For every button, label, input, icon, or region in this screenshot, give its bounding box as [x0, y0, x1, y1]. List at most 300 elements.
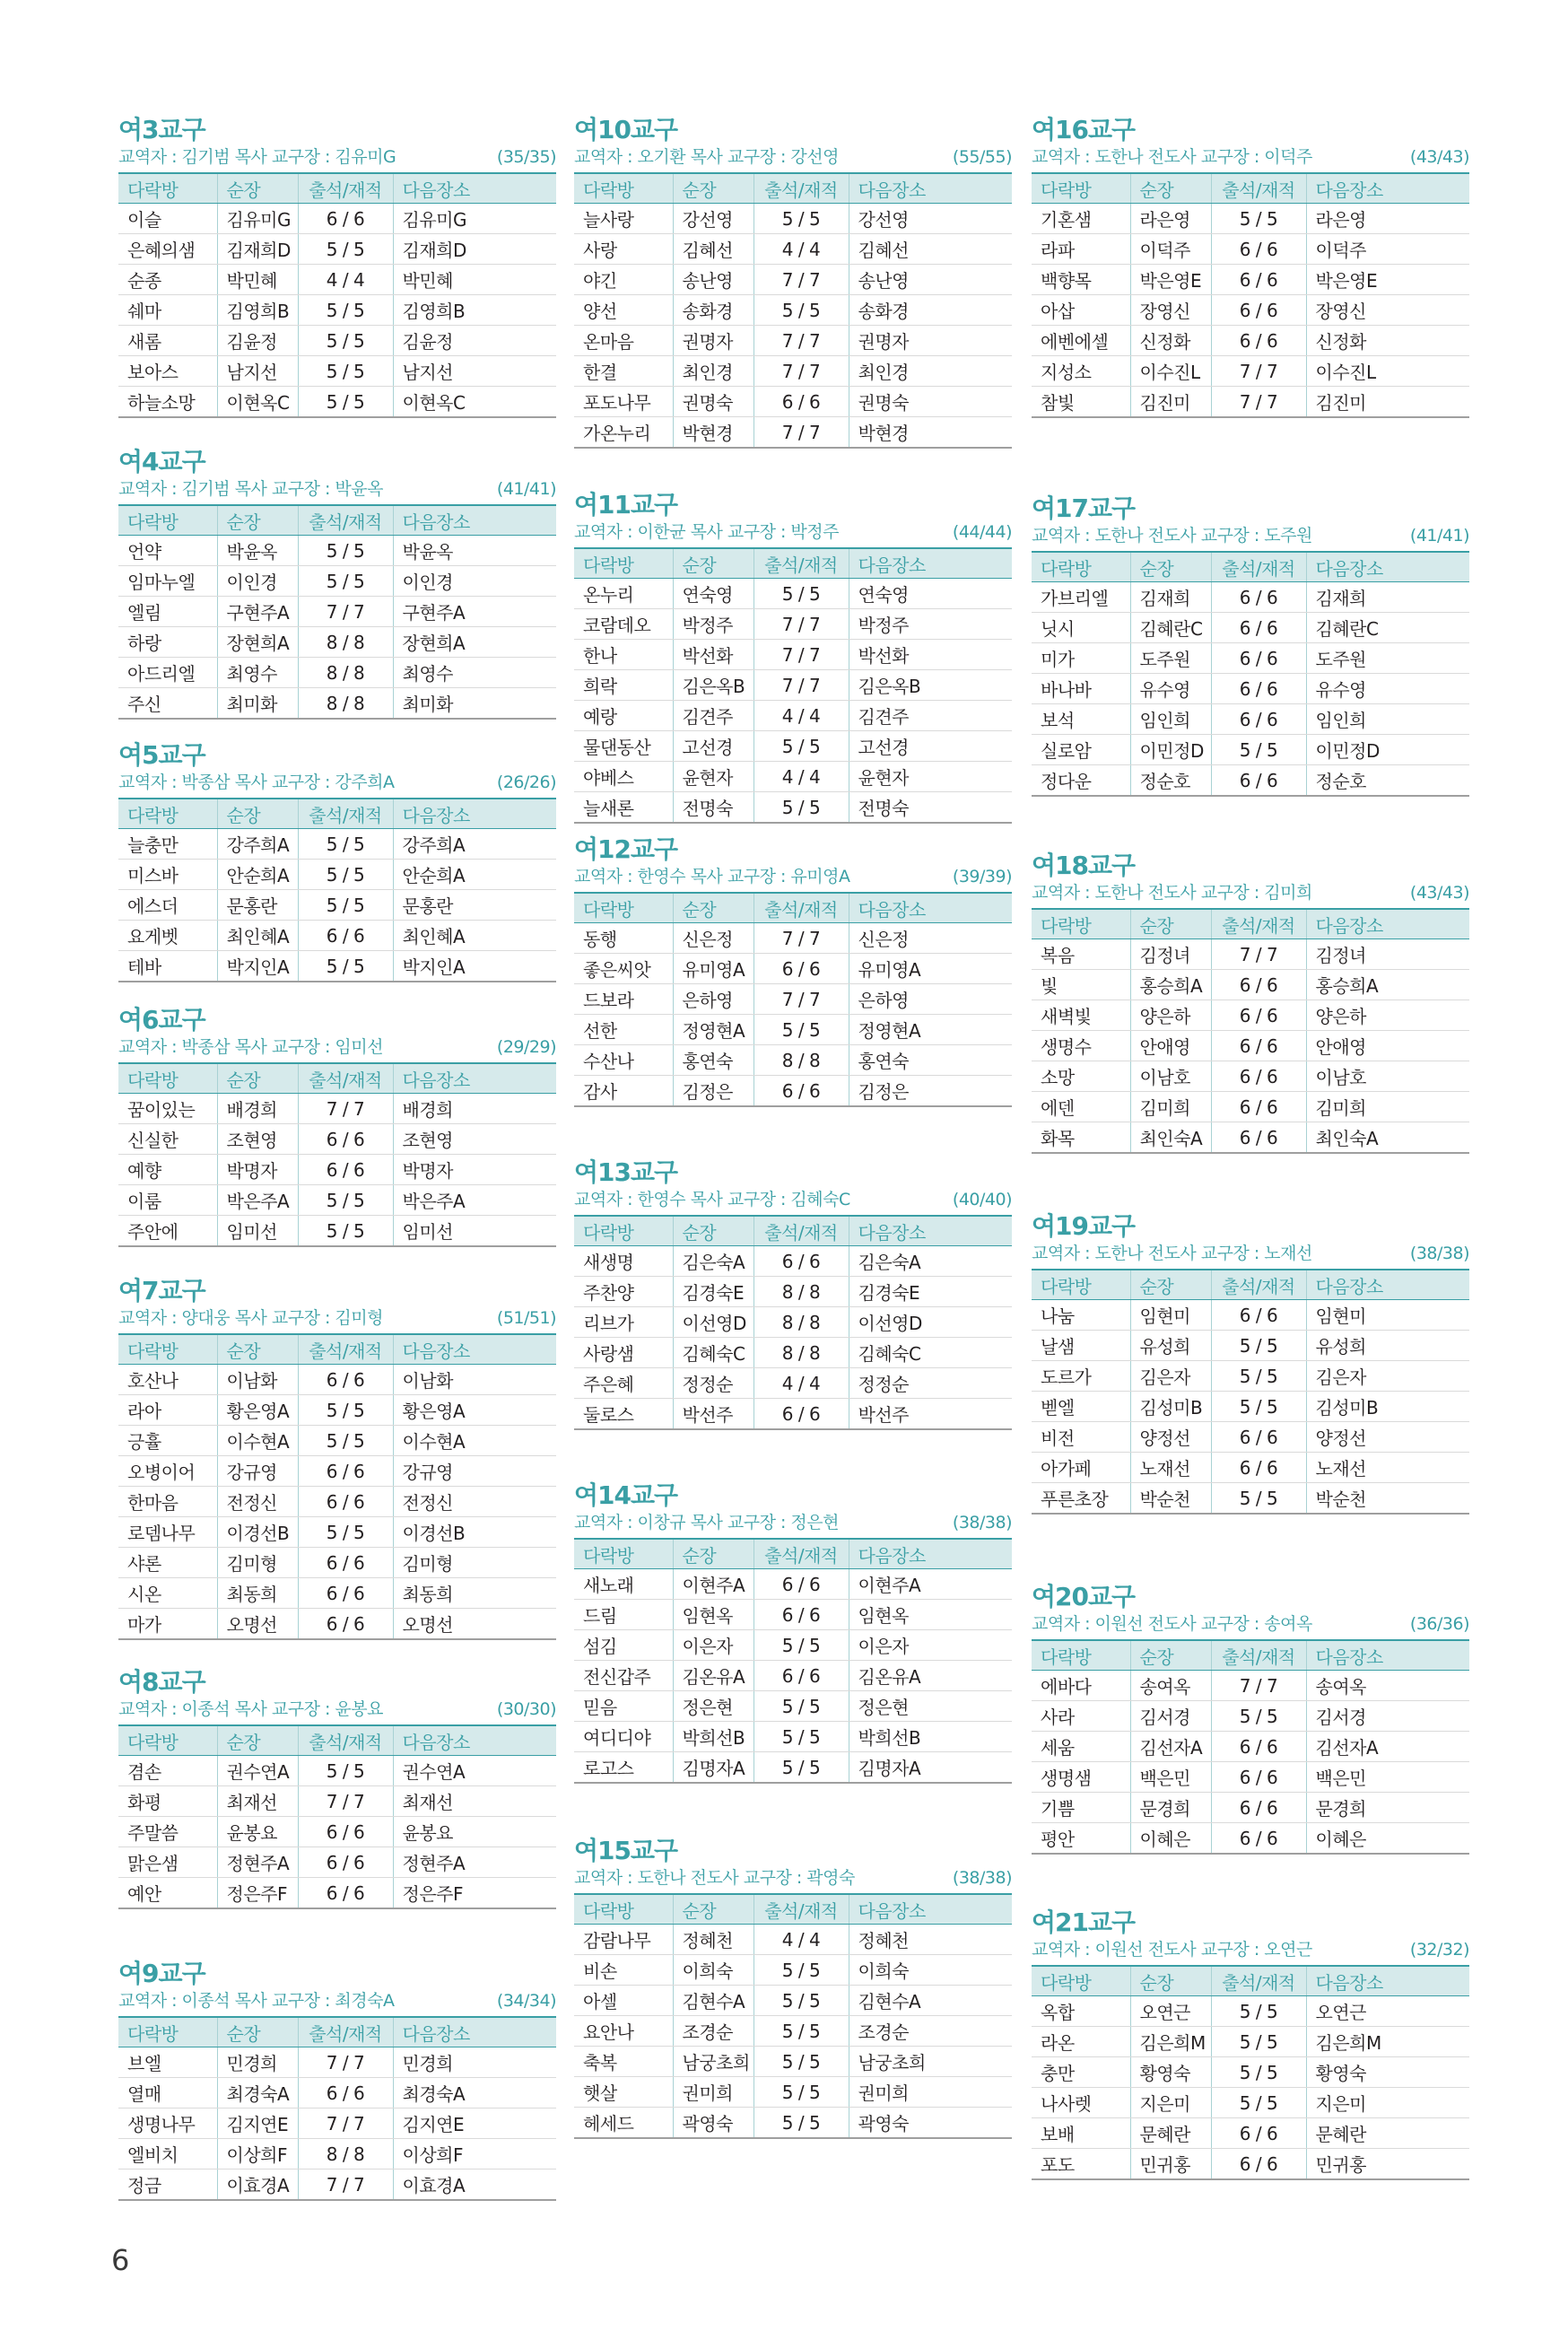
district-ratio: (44/44): [952, 522, 1012, 542]
table-row: [574, 1955, 1012, 1986]
cell-leader: 지은미: [1130, 2088, 1211, 2118]
cell-attendance: 5 / 5: [754, 1955, 849, 1986]
district-table: [1032, 908, 1469, 1154]
header-attendance: 출석/재적: [298, 1725, 393, 1756]
cell-attendance: 5 / 5: [754, 1630, 849, 1661]
cell-leader: 최미화: [217, 688, 298, 720]
cell-room: 보배: [1032, 2118, 1130, 2149]
cell-leader: 이희숙: [673, 1955, 754, 1986]
cell-leader: 이선영D: [673, 1307, 754, 1338]
cell-room: 기쁨: [1032, 1793, 1130, 1823]
cell-room: 햇살: [574, 2077, 673, 2108]
cell-room: 새롬: [118, 326, 217, 356]
header-leader: 순장: [673, 548, 754, 579]
cell-room: 소망: [1032, 1061, 1130, 1092]
table-row: [118, 1786, 556, 1817]
cell-room: 에벤에셀: [1032, 326, 1130, 356]
cell-room: 미가: [1032, 643, 1130, 674]
header-next-place: 다음장소: [849, 893, 1012, 923]
cell-next-place: 이덕주: [1306, 234, 1469, 265]
cell-next-place: 고선경: [849, 731, 1012, 762]
cell-room: 임마누엘: [118, 566, 217, 597]
cell-leader: 황은영A: [217, 1395, 298, 1426]
cell-attendance: 6 / 6: [298, 1548, 393, 1578]
cell-room: 로뎀나무: [118, 1517, 217, 1548]
header-leader: 순장: [217, 173, 298, 204]
cell-next-place: 황은영A: [393, 1395, 556, 1426]
cell-attendance: 8 / 8: [298, 627, 393, 658]
cell-attendance: 6 / 6: [1211, 1453, 1306, 1483]
cell-room: 세움: [1032, 1732, 1130, 1762]
cell-leader: 이상희F: [217, 2139, 298, 2169]
cell-room: 주찬양: [574, 1277, 673, 1307]
cell-room: 오병이어: [118, 1456, 217, 1487]
cell-room: 열매: [118, 2078, 217, 2108]
cell-room: 아드리엘: [118, 658, 217, 688]
cell-room: 수산나: [574, 1045, 673, 1076]
cell-next-place: 정은현: [849, 1691, 1012, 1722]
district-staff: 교역자 : 도한나 전도사 교구장 : 이덕주: [1032, 147, 1312, 167]
cell-leader: 최경숙A: [217, 2078, 298, 2108]
table-row: [118, 597, 556, 627]
cell-leader: 김은자: [1130, 1361, 1211, 1392]
cell-room: 섬김: [574, 1630, 673, 1661]
header-room: 다락방: [118, 505, 217, 536]
cell-next-place: 최영수: [393, 658, 556, 688]
table-row: [574, 762, 1012, 792]
cell-room: 사랑: [574, 234, 673, 265]
table-row: [118, 2169, 556, 2201]
table-row: [574, 1338, 1012, 1368]
table-header-row: [118, 505, 556, 536]
header-leader: 순장: [1130, 1966, 1211, 1996]
cell-leader: 이효경A: [217, 2169, 298, 2201]
table-header-row: [118, 2017, 556, 2047]
header-leader: 순장: [673, 1216, 754, 1246]
district-title: 여20교구: [1032, 1582, 1136, 1611]
cell-room: 에바다: [1032, 1671, 1130, 1701]
header-leader: 순장: [673, 1539, 754, 1569]
header-next-place: 다음장소: [849, 1539, 1012, 1569]
cell-next-place: 이현옥C: [393, 387, 556, 418]
district-staff: 교역자 : 도한나 전도사 교구장 : 김미희: [1032, 883, 1312, 903]
district-block: [118, 115, 556, 418]
cell-attendance: 5 / 5: [754, 579, 849, 609]
cell-leader: 권미희: [673, 2077, 754, 2108]
cell-next-place: 문경희: [1306, 1793, 1469, 1823]
cell-room: 라파: [1032, 234, 1130, 265]
table-row: [1032, 765, 1469, 797]
district-staff: 교역자 : 도한나 전도사 교구장 : 노재선: [1032, 1244, 1312, 1263]
cell-attendance: 7 / 7: [754, 923, 849, 954]
cell-attendance: 4 / 4: [754, 1368, 849, 1399]
table-row: [118, 1155, 556, 1185]
cell-leader: 신은정: [673, 923, 754, 954]
cell-attendance: 6 / 6: [1211, 234, 1306, 265]
table-row: [118, 1124, 556, 1155]
cell-attendance: 6 / 6: [1211, 2149, 1306, 2180]
table-header-row: [118, 173, 556, 204]
cell-leader: 노재선: [1130, 1453, 1211, 1483]
table-row: [574, 792, 1012, 824]
cell-room: 보아스: [118, 356, 217, 387]
cell-room: 아삽: [1032, 295, 1130, 326]
cell-attendance: 6 / 6: [298, 2078, 393, 2108]
table-row: [118, 204, 556, 234]
table-header-row: [118, 1063, 556, 1094]
cell-room: 주안에: [118, 1216, 217, 1247]
cell-leader: 권명숙: [673, 387, 754, 417]
cell-room: 겸손: [118, 1756, 217, 1786]
table-row: [1032, 704, 1469, 735]
table-row: [574, 1752, 1012, 1784]
cell-next-place: 김정녀: [1306, 939, 1469, 970]
header-attendance: 출석/재적: [754, 548, 849, 579]
table-row: [1032, 387, 1469, 418]
cell-attendance: 4 / 4: [754, 1925, 849, 1955]
district-ratio: (38/38): [952, 1868, 1012, 1888]
district-block: [574, 115, 1012, 449]
cell-next-place: 박정주: [849, 609, 1012, 640]
cell-room: 가온누리: [574, 417, 673, 449]
cell-next-place: 김성미B: [1306, 1392, 1469, 1422]
cell-room: 화평: [118, 1786, 217, 1817]
cell-attendance: 5 / 5: [754, 204, 849, 234]
district-title: 여7교구: [118, 1276, 205, 1305]
cell-room: 푸른초장: [1032, 1483, 1130, 1515]
table-row: [1032, 1732, 1469, 1762]
cell-room: 물댄동산: [574, 731, 673, 762]
cell-next-place: 최인혜A: [393, 921, 556, 951]
table-row: [574, 1015, 1012, 1045]
header-room: 다락방: [118, 173, 217, 204]
cell-attendance: 5 / 5: [754, 1015, 849, 1045]
district-title: 여4교구: [118, 447, 205, 476]
table-row: [1032, 2027, 1469, 2057]
cell-attendance: 7 / 7: [754, 609, 849, 640]
cell-next-place: 배경희: [393, 1094, 556, 1124]
table-row: [574, 1986, 1012, 2016]
cell-leader: 오연근: [1130, 1996, 1211, 2027]
district-title: 여14교구: [574, 1480, 678, 1510]
cell-next-place: 신은정: [849, 923, 1012, 954]
header-leader: 순장: [217, 505, 298, 536]
cell-leader: 정현주A: [217, 1847, 298, 1878]
table-row: [574, 1368, 1012, 1399]
district-info: [118, 1989, 556, 2012]
cell-attendance: 5 / 5: [298, 951, 393, 982]
cell-attendance: 5 / 5: [298, 1395, 393, 1426]
cell-next-place: 박민혜: [393, 265, 556, 295]
cell-attendance: 6 / 6: [1211, 265, 1306, 295]
district-table: [118, 504, 556, 720]
header-next-place: 다음장소: [393, 799, 556, 829]
table-row: [574, 326, 1012, 356]
cell-next-place: 박선주: [849, 1399, 1012, 1430]
cell-next-place: 김은숙A: [849, 1246, 1012, 1277]
district-info: [1032, 1242, 1469, 1265]
cell-attendance: 7 / 7: [1211, 387, 1306, 418]
cell-next-place: 이수현A: [393, 1426, 556, 1456]
header-leader: 순장: [673, 893, 754, 923]
header-leader: 순장: [1130, 909, 1211, 939]
cell-next-place: 장영신: [1306, 295, 1469, 326]
cell-leader: 정은주F: [217, 1878, 298, 1909]
table-row: [574, 1277, 1012, 1307]
cell-next-place: 김지연E: [393, 2108, 556, 2139]
header-attendance: 출석/재적: [298, 799, 393, 829]
cell-room: 로고스: [574, 1752, 673, 1784]
table-row: [574, 1925, 1012, 1955]
cell-next-place: 조현영: [393, 1124, 556, 1155]
cell-next-place: 이민정D: [1306, 735, 1469, 765]
cell-leader: 홍승희A: [1130, 970, 1211, 1000]
cell-next-place: 장현희A: [393, 627, 556, 658]
header-room: 다락방: [574, 893, 673, 923]
cell-next-place: 정정순: [849, 1368, 1012, 1399]
cell-next-place: 김명자A: [849, 1752, 1012, 1784]
cell-leader: 김혜숙C: [673, 1338, 754, 1368]
cell-room: 포도: [1032, 2149, 1130, 2180]
cell-attendance: 5 / 5: [754, 792, 849, 824]
cell-next-place: 라은영: [1306, 204, 1469, 234]
district-info: [574, 145, 1012, 169]
cell-attendance: 5 / 5: [754, 2077, 849, 2108]
district-staff: 교역자 : 도한나 전도사 교구장 : 곽영숙: [574, 1868, 855, 1888]
cell-leader: 곽영숙: [673, 2108, 754, 2139]
cell-leader: 김혜란C: [1130, 613, 1211, 643]
cell-next-place: 김선자A: [1306, 1732, 1469, 1762]
cell-room: 아가페: [1032, 1453, 1130, 1483]
district-block: [1032, 1211, 1469, 1515]
cell-attendance: 7 / 7: [754, 356, 849, 387]
district-info: [1032, 1612, 1469, 1636]
cell-next-place: 김영희B: [393, 295, 556, 326]
table-row: [1032, 1823, 1469, 1855]
header-next-place: 다음장소: [393, 2017, 556, 2047]
cell-leader: 전정신: [217, 1487, 298, 1517]
cell-leader: 정순호: [1130, 765, 1211, 797]
table-row: [574, 1045, 1012, 1076]
cell-next-place: 조경순: [849, 2016, 1012, 2047]
cell-leader: 최영수: [217, 658, 298, 688]
cell-next-place: 박은주A: [393, 1185, 556, 1216]
cell-room: 시온: [118, 1578, 217, 1609]
cell-leader: 권명자: [673, 326, 754, 356]
table-header-row: [1032, 1640, 1469, 1671]
district-block: [118, 1005, 556, 1247]
cell-next-place: 김윤정: [393, 326, 556, 356]
header-leader: 순장: [673, 1894, 754, 1925]
table-row: [118, 2108, 556, 2139]
cell-room: 희락: [574, 670, 673, 701]
header-next-place: 다음장소: [1306, 552, 1469, 582]
cell-attendance: 5 / 5: [298, 566, 393, 597]
table-header-row: [1032, 173, 1469, 204]
header-room: 다락방: [1032, 1640, 1130, 1671]
cell-leader: 이수진L: [1130, 356, 1211, 387]
table-row: [118, 1395, 556, 1426]
cell-next-place: 민귀홍: [1306, 2149, 1469, 2180]
district-table: [574, 172, 1012, 449]
cell-room: 순종: [118, 265, 217, 295]
cell-room: 한결: [574, 356, 673, 387]
district-ratio: (41/41): [496, 479, 556, 499]
table-row: [1032, 1000, 1469, 1031]
cell-leader: 박현경: [673, 417, 754, 449]
district-ratio: (34/34): [496, 1991, 556, 2011]
district-info: [1032, 145, 1469, 169]
cell-leader: 김정녀: [1130, 939, 1211, 970]
table-row: [1032, 295, 1469, 326]
cell-next-place: 오연근: [1306, 1996, 1469, 2027]
cell-room: 주신: [118, 688, 217, 720]
district-info: [118, 1306, 556, 1330]
district-title: 여3교구: [118, 115, 205, 144]
cell-attendance: 6 / 6: [298, 1817, 393, 1847]
district-ratio: (43/43): [1409, 147, 1469, 167]
cell-room: 한나: [574, 640, 673, 670]
cell-room: 마가: [118, 1609, 217, 1640]
cell-leader: 이민정D: [1130, 735, 1211, 765]
district-table: [574, 547, 1012, 824]
cell-room: 동행: [574, 923, 673, 954]
district-ratio: (29/29): [496, 1037, 556, 1057]
header-next-place: 다음장소: [849, 548, 1012, 579]
header-leader: 순장: [217, 2017, 298, 2047]
cell-attendance: 5 / 5: [1211, 2027, 1306, 2057]
district-title: 여6교구: [118, 1005, 205, 1035]
table-row: [574, 609, 1012, 640]
cell-attendance: 7 / 7: [1211, 1671, 1306, 1701]
district-title: 여16교구: [1032, 115, 1136, 144]
cell-room: 예랑: [574, 701, 673, 731]
cell-room: 한마음: [118, 1487, 217, 1517]
cell-room: 리브가: [574, 1307, 673, 1338]
table-row: [574, 1722, 1012, 1752]
table-row: [574, 265, 1012, 295]
cell-attendance: 5 / 5: [1211, 204, 1306, 234]
table-row: [574, 295, 1012, 326]
district-staff: 교역자 : 한영수 목사 교구장 : 김혜숙C: [574, 1190, 850, 1209]
cell-attendance: 5 / 5: [754, 2108, 849, 2139]
cell-room: 기혼샘: [1032, 204, 1130, 234]
district-block: [118, 447, 556, 720]
district-info: [118, 1035, 556, 1059]
district-staff: 교역자 : 오기환 목사 교구장 : 강선영: [574, 147, 839, 167]
cell-attendance: 7 / 7: [1211, 356, 1306, 387]
header-next-place: 다음장소: [1306, 1640, 1469, 1671]
cell-next-place: 임미선: [393, 1216, 556, 1247]
table-row: [574, 1600, 1012, 1630]
cell-attendance: 5 / 5: [298, 356, 393, 387]
district-block: [574, 1157, 1012, 1430]
header-leader: 순장: [217, 799, 298, 829]
cell-leader: 백은민: [1130, 1762, 1211, 1793]
cell-room: 감사: [574, 1076, 673, 1107]
cell-next-place: 이혜은: [1306, 1823, 1469, 1855]
cell-attendance: 5 / 5: [754, 731, 849, 762]
header-next-place: 다음장소: [393, 173, 556, 204]
cell-room: 축복: [574, 2047, 673, 2077]
district-ratio: (38/38): [1409, 1244, 1469, 1263]
cell-next-place: 김진미: [1306, 387, 1469, 418]
table-row: [118, 356, 556, 387]
cell-room: 은혜의샘: [118, 234, 217, 265]
cell-next-place: 김온유A: [849, 1661, 1012, 1691]
table-row: [118, 658, 556, 688]
cell-next-place: 안애영: [1306, 1031, 1469, 1061]
cell-next-place: 남궁초희: [849, 2047, 1012, 2077]
cell-leader: 남지선: [217, 356, 298, 387]
cell-leader: 권수연A: [217, 1756, 298, 1786]
district-block: [118, 740, 556, 982]
district-title: 여11교구: [574, 490, 678, 519]
cell-leader: 김유미G: [217, 204, 298, 234]
cell-leader: 김재희D: [217, 234, 298, 265]
cell-leader: 김진미: [1130, 387, 1211, 418]
cell-attendance: 6 / 6: [1211, 2118, 1306, 2149]
district-ratio: (51/51): [496, 1308, 556, 1328]
cell-room: 라아: [118, 1395, 217, 1426]
cell-leader: 강주희A: [217, 829, 298, 860]
table-row: [1032, 1331, 1469, 1361]
cell-next-place: 황영숙: [1306, 2057, 1469, 2088]
district-table: [1032, 551, 1469, 797]
district-table: [574, 1215, 1012, 1430]
cell-attendance: 5 / 5: [298, 860, 393, 890]
cell-next-place: 권수연A: [393, 1756, 556, 1786]
cell-room: 둘로스: [574, 1399, 673, 1430]
cell-next-place: 연숙영: [849, 579, 1012, 609]
cell-attendance: 4 / 4: [754, 701, 849, 731]
cell-leader: 조경순: [673, 2016, 754, 2047]
cell-leader: 김영희B: [217, 295, 298, 326]
table-row: [118, 1094, 556, 1124]
table-row: [1032, 1031, 1469, 1061]
cell-next-place: 이수진L: [1306, 356, 1469, 387]
cell-room: 선한: [574, 1015, 673, 1045]
cell-leader: 정정순: [673, 1368, 754, 1399]
cell-room: 포도나무: [574, 387, 673, 417]
district-info: [1032, 524, 1469, 547]
cell-leader: 김견주: [673, 701, 754, 731]
cell-next-place: 김은옥B: [849, 670, 1012, 701]
table-row: [574, 2108, 1012, 2139]
cell-attendance: 5 / 5: [754, 1691, 849, 1722]
cell-next-place: 안순희A: [393, 860, 556, 890]
cell-room: 좋은씨앗: [574, 954, 673, 984]
table-row: [1032, 1122, 1469, 1154]
cell-next-place: 박선화: [849, 640, 1012, 670]
cell-leader: 강규영: [217, 1456, 298, 1487]
cell-next-place: 오명선: [393, 1609, 556, 1640]
cell-room: 신실한: [118, 1124, 217, 1155]
cell-attendance: 6 / 6: [1211, 1762, 1306, 1793]
cell-next-place: 최미화: [393, 688, 556, 720]
table-row: [118, 1487, 556, 1517]
cell-leader: 정은현: [673, 1691, 754, 1722]
cell-leader: 문홍란: [217, 890, 298, 921]
table-row: [1032, 1762, 1469, 1793]
table-row: [574, 387, 1012, 417]
cell-room: 화목: [1032, 1122, 1130, 1154]
cell-attendance: 6 / 6: [298, 1456, 393, 1487]
table-row: [574, 356, 1012, 387]
cell-next-place: 임현미: [1306, 1300, 1469, 1331]
header-next-place: 다음장소: [1306, 173, 1469, 204]
cell-leader: 최인숙A: [1130, 1122, 1211, 1154]
